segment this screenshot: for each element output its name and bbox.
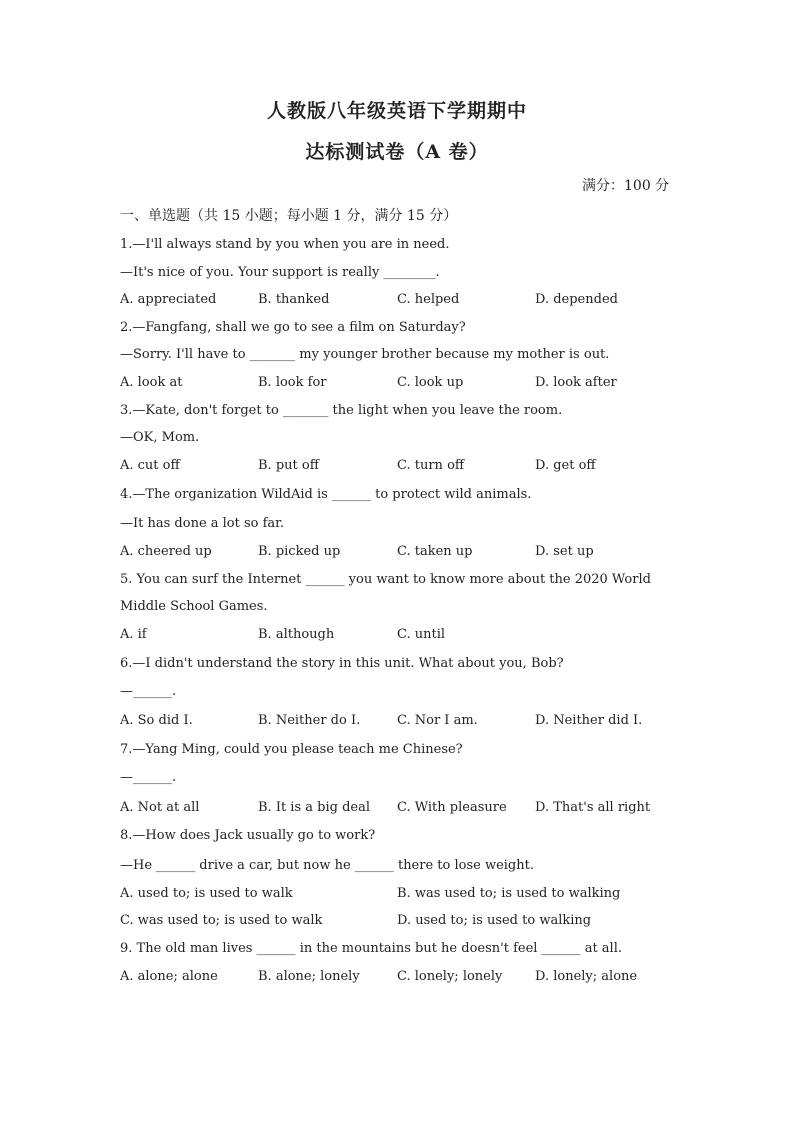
question-9-option-c: C. lonely; lonely	[397, 969, 503, 984]
question-2-option-b: B. look for	[258, 375, 327, 390]
question-6-option-d: D. Neither did I.	[535, 713, 643, 728]
question-4-line-2: —It has done a lot so far.	[120, 516, 285, 531]
question-6-line-2: —______.	[120, 684, 177, 699]
question-3-option-c: C. turn off	[397, 458, 465, 473]
question-3-line-2: —OK, Mom.	[120, 430, 200, 445]
question-3-line-1: 3.—Kate, don't forget to _______ the light when you leave the room.	[120, 403, 563, 418]
question-8-line-2: —He ______ drive a car, but now he ______ there to lose weight.	[120, 858, 534, 873]
question-7-option-d: D. That's all right	[535, 800, 651, 815]
question-2-option-d: D. look after	[535, 375, 617, 390]
question-1-option-d: D. depended	[535, 292, 618, 307]
question-9-option-d: D. lonely; alone	[535, 969, 638, 984]
question-5-option-c: C. until	[397, 627, 446, 642]
question-6-option-b: B. Neither do I.	[258, 713, 361, 728]
question-5-option-a: A. if	[120, 627, 147, 642]
question-1-option-c: C. helped	[397, 292, 460, 307]
question-9-option-b: B. alone; lonely	[258, 969, 360, 984]
question-7-line-2: —______.	[120, 770, 177, 785]
section-heading: 一、单选题（共 15 小题；每小题 1 分，满分 15 分）	[120, 208, 458, 224]
question-9-option-a: A. alone; alone	[120, 969, 218, 984]
question-4-line-1: 4.—The organization WildAid is ______ to protect wild animals.	[120, 487, 532, 502]
question-4-option-b: B. picked up	[258, 544, 341, 559]
question-8-option-d: D. used to; is used to walking	[397, 913, 592, 928]
question-8-option-b: B. was used to; is used to walking	[397, 886, 621, 901]
document-subtitle: 达标测试卷（A 卷）	[305, 141, 489, 163]
question-7-line-1: 7.—Yang Ming, could you please teach me Chinese?	[120, 742, 463, 757]
question-7-option-c: C. With pleasure	[397, 800, 507, 815]
question-8-line-1: 8.—How does Jack usually go to work?	[120, 828, 376, 843]
question-1-line-2: —It's nice of you. Your support is really ________.	[120, 265, 440, 280]
question-9-line-1: 9. The old man lives ______ in the mountains but he doesn't feel ______ at all.	[120, 941, 622, 956]
question-1-line-1: 1.—I'll always stand by you when you are in need.	[120, 237, 450, 252]
question-3-option-a: A. cut off	[120, 458, 180, 473]
question-5-line-2: Middle School Games.	[120, 599, 268, 614]
question-2-line-2: —Sorry. I'll have to _______ my younger brother because my mother is out.	[120, 347, 610, 362]
question-2-option-a: A. look at	[120, 375, 183, 390]
question-8-option-c: C. was used to; is used to walk	[120, 913, 323, 928]
question-4-option-d: D. set up	[535, 544, 594, 559]
question-6-option-c: C. Nor I am.	[397, 713, 478, 728]
question-3-option-d: D. get off	[535, 458, 596, 473]
question-5-line-1: 5. You can surf the Internet ______ you want to know more about the 2020 World	[120, 572, 651, 587]
question-2-option-c: C. look up	[397, 375, 464, 390]
question-1-option-b: B. thanked	[258, 292, 330, 307]
question-2-line-1: 2.—Fangfang, shall we go to see a film on Saturday?	[120, 320, 466, 335]
question-7-option-b: B. It is a big deal	[258, 800, 371, 815]
question-8-option-a: A. used to; is used to walk	[120, 886, 293, 901]
question-6-line-1: 6.—I didn't understand the story in this unit. What about you, Bob?	[120, 656, 564, 671]
question-7-option-a: A. Not at all	[120, 800, 200, 815]
question-4-option-c: C. taken up	[397, 544, 473, 559]
full-score: 满分：100 分	[582, 178, 670, 194]
question-5-option-b: B. although	[258, 627, 335, 642]
question-3-option-b: B. put off	[258, 458, 319, 473]
question-1-option-a: A. appreciated	[120, 292, 217, 307]
question-6-option-a: A. So did I.	[120, 713, 193, 728]
question-4-option-a: A. cheered up	[120, 544, 212, 559]
document-title: 人教版八年级英语下学期期中	[266, 100, 527, 122]
